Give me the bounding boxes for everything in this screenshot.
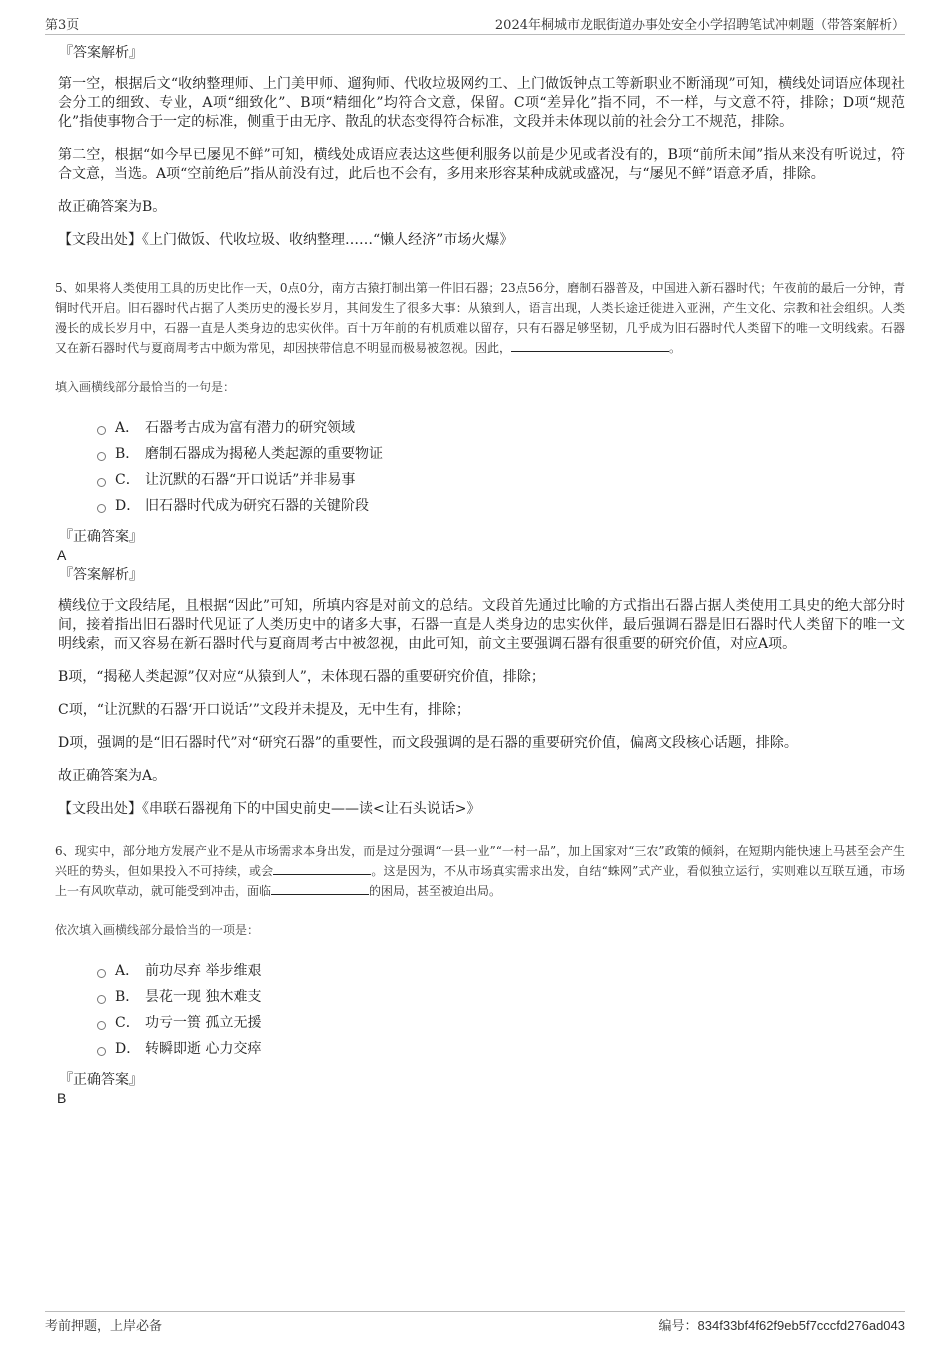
option-letter: D．: [115, 1041, 141, 1057]
question-instruction: 依次填入画横线部分最恰当的一项是：: [55, 923, 260, 937]
analysis-paragraph: B项，“揭秘人类起源”仅对应“从猿到人”，未体现石器的重要研究价值，排除；: [58, 669, 545, 685]
correct-answer-label: 『正确答案』: [59, 529, 143, 545]
option-list: [95, 418, 905, 522]
stem-text-end: 。: [669, 341, 682, 355]
radio-icon[interactable]: [97, 995, 106, 1004]
correct-answer: A: [57, 547, 67, 563]
option-list: [95, 961, 905, 1065]
radio-icon[interactable]: [97, 478, 106, 487]
analysis-conclusion: 故正确答案为B。: [58, 199, 167, 215]
option-letter: B．: [115, 989, 140, 1005]
code-value: 834f33bf4f62f9eb5f7cccfd276ad043: [697, 1318, 905, 1333]
option-text: 让沉默的石器“开口说话”并非易事: [145, 472, 356, 488]
question-6: [55, 841, 905, 1107]
document-code: [659, 1315, 905, 1334]
option-letter: C．: [115, 1015, 140, 1031]
footer-note: 考前押题，上岸必备: [45, 1319, 163, 1334]
fill-blank: [271, 881, 369, 895]
stem-text: 的困局，甚至被迫出局。: [369, 884, 502, 898]
radio-icon[interactable]: [97, 452, 106, 461]
option-b[interactable]: [95, 444, 905, 470]
correct-answer-label: 『正确答案』: [59, 1072, 143, 1088]
analysis-label: 『答案解析』: [59, 45, 143, 61]
radio-icon[interactable]: [97, 504, 106, 513]
page-number: 第3页: [45, 18, 80, 33]
analysis-paragraph: 第一空，根据后文“收纳整理师、上门美甲师、遛狗师、代收垃圾网约工、上门做饭钟点工等新职业不断涌现”可知，横线处词语应体现社会分工的细致、专业，A项“细致化”、B项“精细化”均符合文意，保留。C项“差异化”指不同，不一样，与文意不符，排除；D项“规范化”指使事物合于一定的标准，侧重于由无序、散乱的状态变得符合标准，文段并未体现以前的社会分工不规范，排除。: [58, 76, 905, 130]
option-text: 石器考古成为富有潜力的研究领域: [145, 420, 355, 436]
option-a[interactable]: [95, 961, 905, 987]
radio-icon[interactable]: [97, 969, 106, 978]
option-a[interactable]: [95, 418, 905, 444]
analysis-paragraph: C项，“让沉默的石器‘开口说话’”文段并未提及，无中生有，排除；: [58, 702, 470, 718]
option-text: 旧石器时代成为研究石器的关键阶段: [145, 498, 369, 514]
option-text: 转瞬即逝 心力交瘁: [145, 1041, 262, 1057]
option-text: 昙花一现 独木难支: [145, 989, 262, 1005]
document-title: 2024年桐城市龙眠街道办事处安全小学招聘笔试冲刺题（带答案解析）: [494, 18, 905, 33]
stem-text: 5、如果将人类使用工具的历史比作一天，0点0分，南方古猿打制出第一件旧石器；23点56分，磨制石器普及，中国进入新石器时代；午夜前的最后一分钟，青铜时代开启。旧石器时代占据了人类历史的漫长岁月，其间发生了很多大事：从猿到人，语言出现，人类长途迁徙进入亚洲，产生文化、宗教和社会组织。人类漫长的成长岁月中，石器一直是人类身边的忠实伙伴。百十万年前的有机质难以留存，只有石器足够坚韧，几乎成为旧石器时代人类留下的唯一文明线索。石器又在新石器时代与夏商周考古中颇为常见，却因挟带信息不明显而极易被忽视。因此，: [55, 281, 905, 355]
prev-question-analysis: [55, 44, 905, 250]
option-text: 功亏一篑 孤立无援: [145, 1015, 262, 1031]
option-text: 前功尽弃 举步维艰: [145, 963, 262, 979]
analysis-label: 『答案解析』: [59, 567, 143, 583]
option-letter: D．: [115, 498, 141, 514]
option-c[interactable]: [95, 470, 905, 496]
option-text: 磨制石器成为揭秘人类起源的重要物证: [145, 446, 383, 462]
radio-icon[interactable]: [97, 1047, 106, 1056]
analysis-paragraph: 第二空，根据“如今早已屡见不鲜”可知，横线处成语应表达这些便利服务以前是少见或者没有的，B项“前所未闻”指从来没有听说过，符合文意，当选。A项“空前绝后”指从前没有过，此后也不会有，多用来形容某种成就或盛况，与“屡见不鲜”语意矛盾，排除。: [58, 147, 905, 182]
analysis-conclusion: 故正确答案为A。: [58, 768, 167, 784]
stem-text: 。这是因为，不从市场真实需求出发，自结“蛛网”式产业，看似独立运行，实则难以互联互通，市场上一有风吹草动，就可能受到冲击，面临: [55, 864, 905, 898]
stem-text: 6、现实中，部分地方发展产业不是从市场需求本身出发，而是过分强调“一县一业”“一村一品”，加上国家对“三农”政策的倾斜，在短期内能快速上马甚至会产生兴旺的势头，但如果投入不可持续，或会: [55, 844, 905, 878]
analysis-paragraph: D项，强调的是“旧石器时代”对“研究石器”的重要性，而文段强调的是石器的重要研究价值，偏离文段核心话题，排除。: [58, 735, 798, 751]
correct-answer: B: [57, 1090, 67, 1106]
fill-blank: [511, 338, 669, 352]
option-c[interactable]: [95, 1013, 905, 1039]
option-b[interactable]: [95, 987, 905, 1013]
option-letter: A．: [115, 963, 140, 979]
option-letter: A．: [115, 420, 140, 436]
source-citation: 【文段出处】《串联石器视角下的中国史前史——读<让石头说话>》: [58, 801, 481, 817]
option-d[interactable]: [95, 1039, 905, 1065]
code-label: 编号：: [658, 1319, 698, 1334]
source-citation: 【文段出处】《上门做饭、代收垃圾、收纳整理……“懒人经济”市场火爆》: [58, 232, 514, 248]
radio-icon[interactable]: [97, 1021, 106, 1030]
question-stem: [55, 841, 905, 901]
question-5: [55, 278, 905, 819]
analysis-paragraph: 横线位于文段结尾，且根据“因此”可知，所填内容是对前文的总结。文段首先通过比喻的方式指出石器占据人类使用工具史的绝大部分时间，接着指出旧石器时代见证了人类历史中的诸多大事，石器一直是人类身边的忠实伙伴，最后强调石器是旧石器时代人类留下的唯一文明线索，而又容易在新石器时代与夏商周考古中被忽视，由此可知，前文主要强调石器有很重要的研究价值，对应A项。: [58, 598, 905, 652]
page-footer: [45, 1311, 905, 1334]
radio-icon[interactable]: [97, 426, 106, 435]
option-letter: B．: [115, 446, 140, 462]
question-stem: [55, 278, 905, 358]
option-d[interactable]: [95, 496, 905, 522]
question-instruction: 填入画横线部分最恰当的一句是：: [55, 380, 236, 394]
page-content: [55, 44, 905, 1107]
page-header: [45, 12, 905, 35]
option-letter: C．: [115, 472, 140, 488]
fill-blank: [273, 861, 371, 875]
